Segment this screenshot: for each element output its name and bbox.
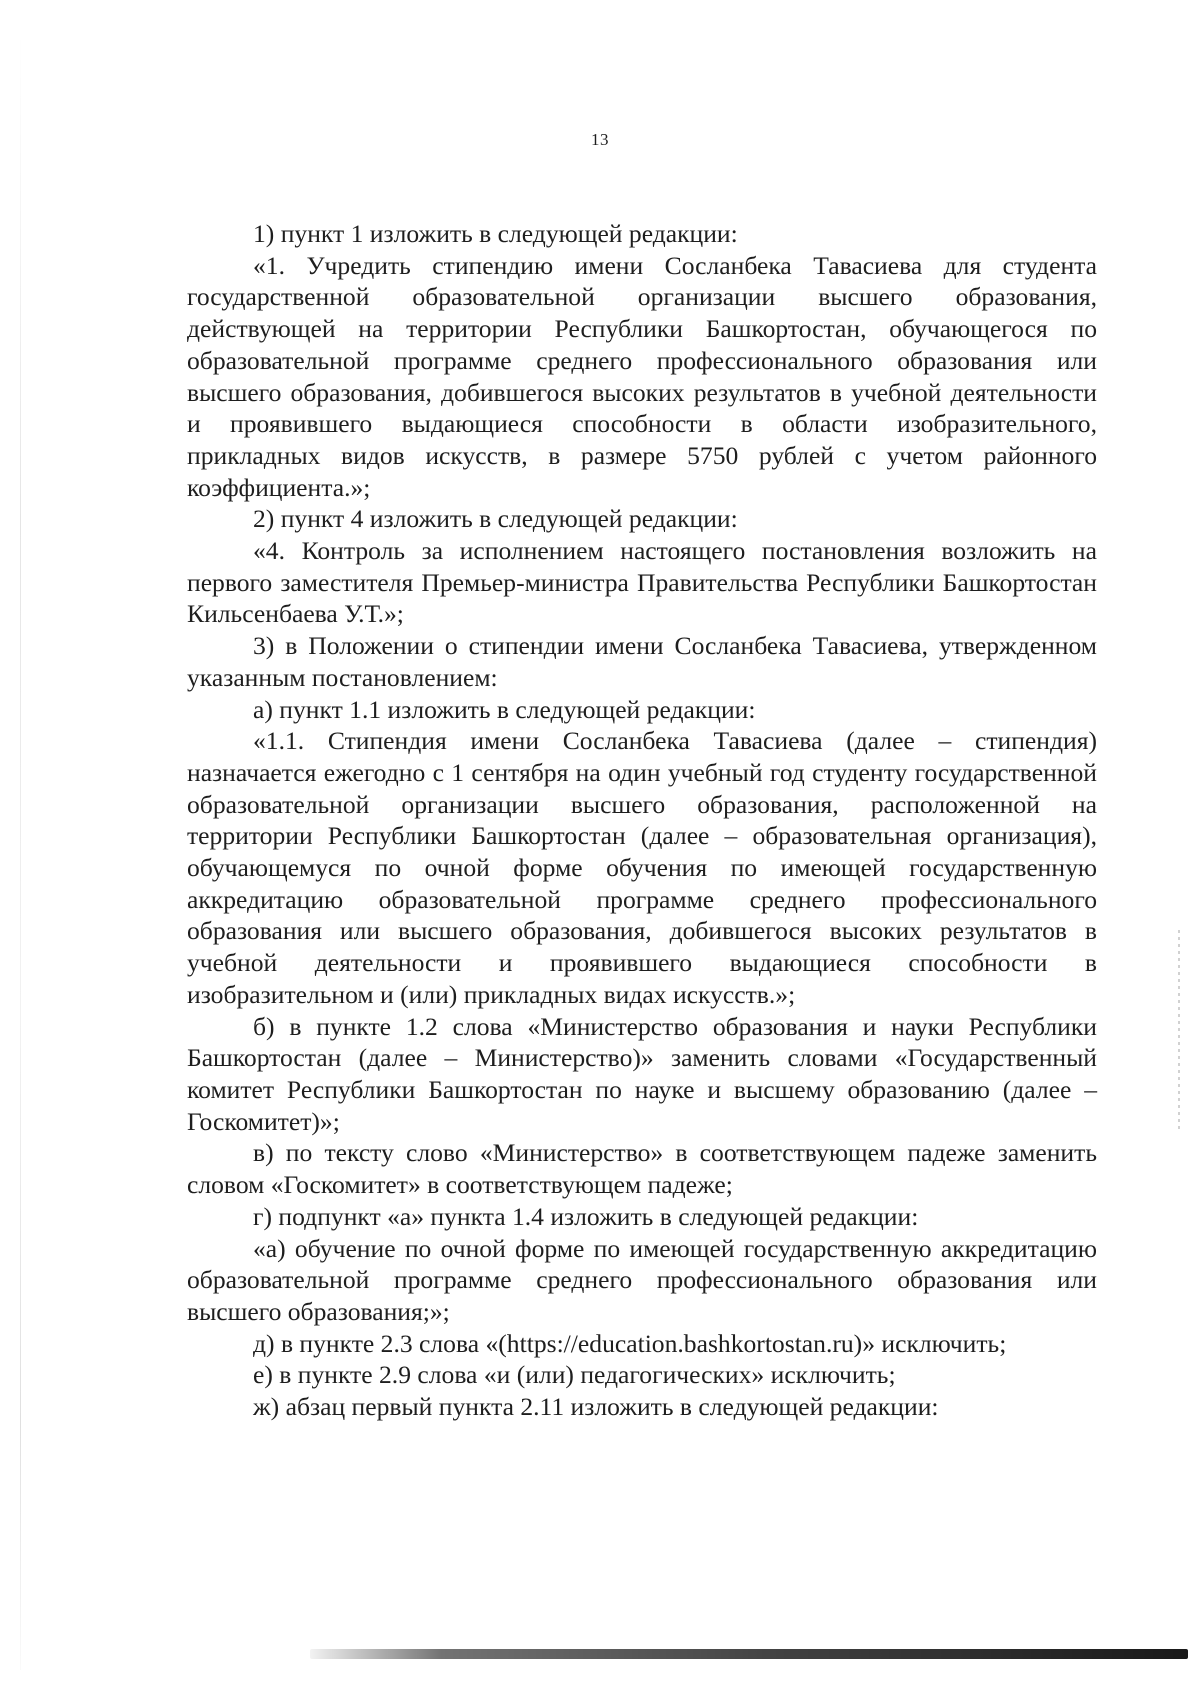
paragraph: «а) обучение по очной форме по имеющей государственную аккредитацию образовательной программе среднего профессионального образования или высшего образования;»;	[187, 1233, 1097, 1326]
page-number: 13	[591, 130, 609, 149]
paragraph: «1.1. Стипендия имени Сосланбека Тавасиева (далее – стипендия) назначается ежегодно с 1 сентября на один учебный год студенту государственной образовательной организации высшего образования, расположенной на территории Республики Башкортостан (далее – образовательная организация), обучающемуся по очной форме обучения по имеющей государственную аккредитацию образовательной программе среднего профессионального образования или высшего образования, добившегося высоких результатов в учебной деятельности и проявившего выдающиеся способности в изобразительном и (или) прикладных видах искусств.»;	[187, 726, 1097, 1009]
paragraph: ж) абзац первый пункта 2.11 изложить в следующей редакции:	[253, 1392, 939, 1422]
paragraph: г) подпункт «а» пункта 1.4 изложить в следующей редакции:	[253, 1201, 919, 1231]
paragraph: д) в пункте 2.3 слова «(https://education.bashkortostan.ru)» исключить;	[253, 1328, 1007, 1358]
paragraph: е) в пункте 2.9 слова «и (или) педагогических» исключить;	[253, 1360, 896, 1390]
paragraph: 1) пункт 1 изложить в следующей редакции:	[253, 219, 738, 248]
paragraph: в) по тексту слово «Министерство» в соответствующем падеже заменить словом «Госкомитет» в соответствующем падеже;	[187, 1138, 1097, 1200]
paragraph: «1. Учредить стипендию имени Сосланбека Тавасиева для студента государственной образовательной организации высшего образования, действующей на территории Республики Башкортостан, обучающегося по образовательной программе среднего профессионального образования или высшего образования, добившегося высоких результатов в учебной деятельности и проявившего выдающиеся способности в области изобразительного, прикладных видов искусств, в размере 5750 рублей с учетом районного коэффициента.»;	[187, 250, 1097, 502]
scan-edge-artifact	[1178, 930, 1180, 1130]
scan-bottom-edge-artifact	[310, 1649, 1188, 1659]
scan-edge-artifact	[20, 30, 21, 1670]
paragraph: «4. Контроль за исполнением настоящего постановления возложить на первого заместителя Премьер-министра Правительства Республики Башкортостан Кильсенбаева У.Т.»;	[187, 536, 1097, 629]
paragraph: а) пункт 1.1 изложить в следующей редакции:	[253, 694, 756, 724]
paragraph: 2) пункт 4 изложить в следующей редакции:	[253, 504, 738, 534]
paragraph: б) в пункте 1.2 слова «Министерство образования и науки Республики Башкортостан (далее – Министерство)» заменить словами «Государственный комитет Республики Башкортостан по науке и высшему образованию (далее – Госкомитет)»;	[187, 1011, 1097, 1136]
document-body	[187, 218, 1097, 1423]
paragraph: 3) в Положении о стипендии имени Сосланбека Тавасиева, утвержденном указанным постановлением:	[187, 631, 1097, 692]
